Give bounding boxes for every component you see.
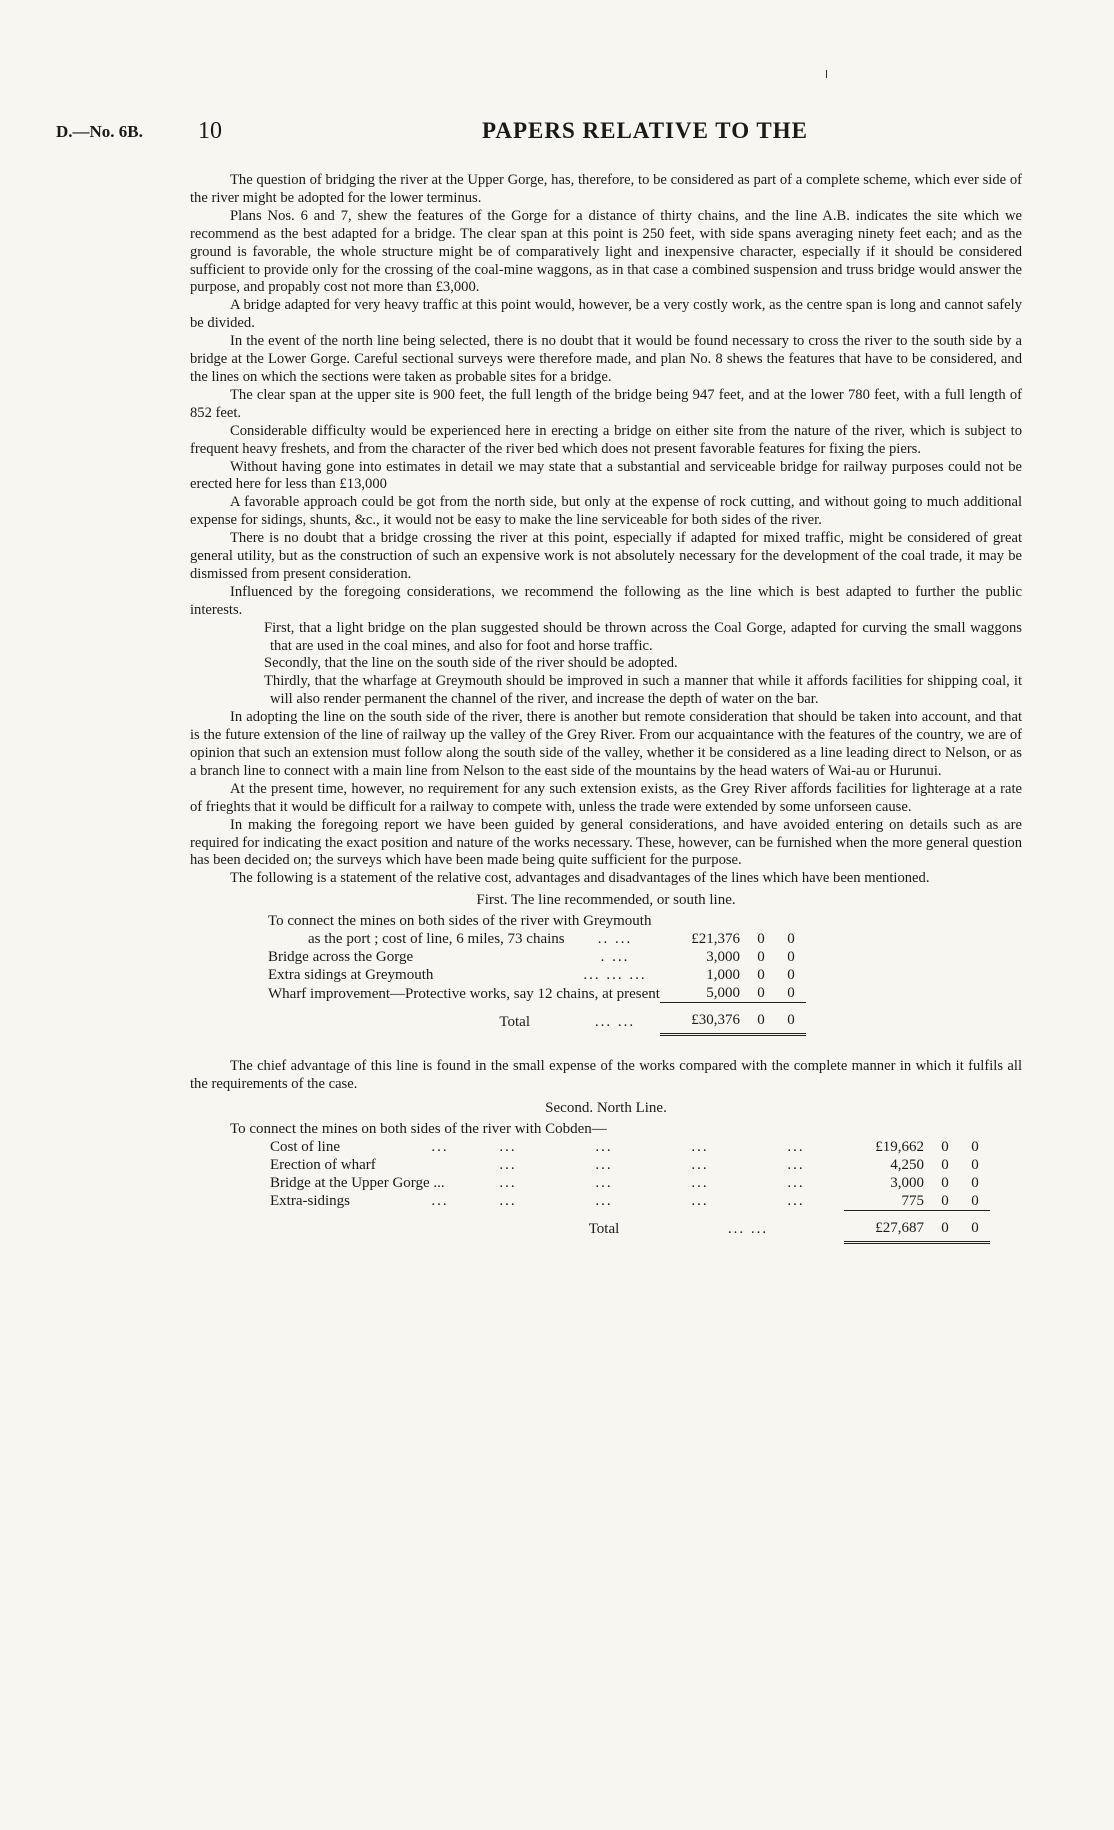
paragraph: In making the foregoing report we have been guided by general considerations, and have avoided entering on details such as are required for indicating the exact position and nature of the works necessary. These, however, can be furnished when the more general question has been decided on; the surveys which have been made being quite sufficient for the purpose. [190,816,1022,869]
total-row [230,1210,990,1242]
amount-pence: 0 [971,1192,979,1209]
paragraph: A favorable approach could be got from the north side, but only at the expense of rock cutting, and without going to much additional expense for sidings, shunts, &c., it would not be easy to make the line serviceable for both sides of the river. [190,494,1022,529]
document-reference: D.—No. 6B. [56,122,143,141]
amount-pounds: 3,000 [706,949,740,966]
amount-pence: 0 [787,967,795,984]
table-row [230,1120,990,1138]
amount-pounds: 4,250 [890,1156,924,1173]
leader-dots: ... [499,1174,517,1191]
amount-pounds: 775 [901,1192,924,1209]
leader-dots: ... [431,1138,449,1155]
total-pounds: £27,687 [844,1210,930,1242]
south-line-heading: First. The line recommended, or south line. [476,892,736,909]
page-header [56,118,1056,148]
leader-dots: ... [499,1193,517,1210]
amount-shillings: 0 [757,931,765,948]
amount-pence: 0 [787,985,795,1002]
cost-item: Bridge across the Gorge [268,949,414,966]
paragraph: Influenced by the foregoing considerations, we recommend the following as the line which is best adapted to further the public interests. [190,583,1022,618]
report-body [190,172,1022,1244]
total-pence: 0 [776,1003,806,1035]
table-row [230,1156,990,1174]
leader-dots: ... [431,1193,449,1210]
leader-dots: ... [787,1193,805,1210]
page-number: 10 [198,118,222,144]
amount-pounds: £19,662 [875,1138,924,1155]
table-row [268,948,806,966]
leader-dots: .. ... [597,931,633,948]
table-row [268,984,806,1003]
total-pounds: £30,376 [660,1003,746,1035]
leader-dots: ... [787,1156,805,1173]
leader-dots: ... [595,1138,613,1155]
amount-pounds: 3,000 [890,1174,924,1191]
table-row [268,966,806,984]
south-line-advantage: The chief advantage of this line is found in the small expense of the works compared with the complete manner in which it fulfils all the requirements of the case. [190,1058,1022,1093]
cost-item: Extra-sidings [270,1193,350,1210]
table-row [268,912,806,930]
cost-item: Erection of wharf [270,1156,376,1173]
leader-dots: ... ... [594,1013,636,1030]
leader-dots: ... [499,1156,517,1173]
cost-item: Cost of line [270,1138,340,1155]
leader-dots: ... [595,1156,613,1173]
total-row [268,1003,806,1035]
total-shillings: 0 [746,1003,776,1035]
recommendation-second: Secondly, that the line on the south side of the river should be adopted. [264,655,678,672]
paragraph: Considerable difficulty would be experienced here in erecting a bridge on either site from the nature of the river, which is subject to frequent heavy freshets, and from the character of the river bed which does not present favorable features for fixing the piers. [190,422,1022,457]
south-line-intro: To connect the mines on both sides of the river with Greymouth [268,913,652,930]
amount-shillings: 0 [757,985,765,1002]
paragraph: In adopting the line on the south side of the river, there is another but remote consideration that should be taken into account, and that is the future extension of the line of railway up the valley of the Grey River. From our acquaintance with the features of the country, we are of opinion that such an extension must follow along the south side of the valley, whether it be considered as a line leading direct to Nelson, or as a branch line to connect with a main line from Nelson to the east side of the mountains by the head waters of Wai-au or Hurunui. [190,709,1022,779]
paragraph: The following is a statement of the relative cost, advantages and disadvantages of the lines which have been mentioned. [230,870,930,887]
paragraph: In the event of the north line being selected, there is no doubt that it would be found necessary to cross the river to the south side by a bridge at the Lower Gorge. Careful sectional surveys were therefore made, and plan No. 8 shews the features that have to be considered, and the lines on which the sections were taken as probable sites for a bridge. [190,333,1022,385]
leader-dots: ... [499,1138,517,1155]
cost-item: Extra sidings at Greymouth [268,967,434,984]
amount-pence: 0 [787,949,795,966]
table-row [230,1192,990,1211]
print-mark [826,70,827,78]
leader-dots: ... [691,1156,709,1173]
paragraph: There is no doubt that a bridge crossing the river at this point, especially if adapted for mixed traffic, might be considered of great general utility, but as the construction of such an expensive work is not absolutely necessary for the development of the coal trade, it may be dismissed from present consideration. [190,530,1022,582]
total-shillings: 0 [930,1210,960,1242]
leader-dots: ... [691,1193,709,1210]
leader-dots: . ... [600,949,630,966]
amount-pounds: £21,376 [691,931,740,948]
amount-pence: 0 [971,1156,979,1173]
paragraph: The clear span at the upper site is 900 feet, the full length of the bridge being 947 feet, and at the lower 780 feet, with a full length of 852 feet. [190,386,1022,421]
total-label: Total [499,1013,530,1030]
paragraph: At the present time, however, no requirement for any such extension exists, as the Grey River affords facilities for lighterage at a rate of frieghts that it would be difficult for a railway to compete with, unless the trade were extended by some unforseen cause. [190,780,1022,815]
leader-dots: ... [595,1193,613,1210]
running-title: PAPERS RELATIVE TO THE [482,118,808,143]
south-line-cost-table [268,912,806,1036]
amount-shillings: 0 [757,967,765,984]
table-row [268,930,806,948]
cost-item: as the port ; cost of line, 6 miles, 73 chains [308,931,565,948]
amount-pounds: 5,000 [706,985,740,1002]
paragraph: Without having gone into estimates in detail we may state that a substantial and serviceable bridge for railway purposes could not be erected here for less than £13,000 [190,458,1022,493]
paragraph: A bridge adapted for very heavy traffic at this point would, however, be a very costly work, as the centre span is long and cannot safely be divided. [190,297,1022,332]
recommendation-third: Thirdly, that the wharfage at Greymouth should be improved in such a manner that while it affords facilities for shipping coal, it will also render permanent the channel of the river, and increase the depth of water on the bar. [264,673,1022,708]
north-line-cost-table [230,1120,990,1244]
cost-item: Wharf improvement—Protective works, say 12 chains, at present [268,985,660,1002]
leader-dots: ... [787,1174,805,1191]
leader-dots: ... ... ... [583,967,647,984]
leader-dots: ... ... [727,1221,769,1238]
north-line-heading: Second. North Line. [545,1099,667,1116]
amount-pence: 0 [971,1174,979,1191]
table-row [230,1174,990,1192]
leader-dots: ... [691,1174,709,1191]
amount-shillings: 0 [941,1192,949,1209]
leader-dots: ... [595,1174,613,1191]
recommendation-first: First, that a light bridge on the plan suggested should be thrown across the Coal Gorge, adapted for curving the small waggons that are used in the coal mines, and also for foot and horse traffic. [264,619,1022,654]
amount-pence: 0 [971,1138,979,1155]
cost-item: Bridge at the Upper Gorge ... [270,1174,445,1191]
amount-shillings: 0 [941,1138,949,1155]
north-line-intro: To connect the mines on both sides of the river with Cobden— [230,1120,607,1137]
total-label: Total [588,1221,620,1238]
amount-shillings: 0 [757,949,765,966]
amount-pence: 0 [787,931,795,948]
leader-dots: ... [787,1138,805,1155]
paragraph: Plans Nos. 6 and 7, shew the features of the Gorge for a distance of thirty chains, and the line A.B. indicates the site which we recommend as the best adapted for a bridge. The clear span at this point is 250 feet, with side spans averaging ninety feet each; and as the ground is favorable, the whole structure might be of comparatively light and inexpensive character, especially if it should be considered sufficient to provide only for the crossing of the coal-mine waggons, as in that case a combined suspension and truss bridge would answer the purpose, and propably cost not more than £3,000. [190,207,1022,296]
total-pence: 0 [960,1210,990,1242]
amount-shillings: 0 [941,1156,949,1173]
amount-pounds: 1,000 [706,967,740,984]
leader-dots: ... [691,1138,709,1155]
amount-shillings: 0 [941,1174,949,1191]
paragraph: The question of bridging the river at the Upper Gorge, has, therefore, to be considered as part of a complete scheme, which ever side of the river might be adopted for the lower terminus. [190,172,1022,206]
table-row [230,1138,990,1156]
